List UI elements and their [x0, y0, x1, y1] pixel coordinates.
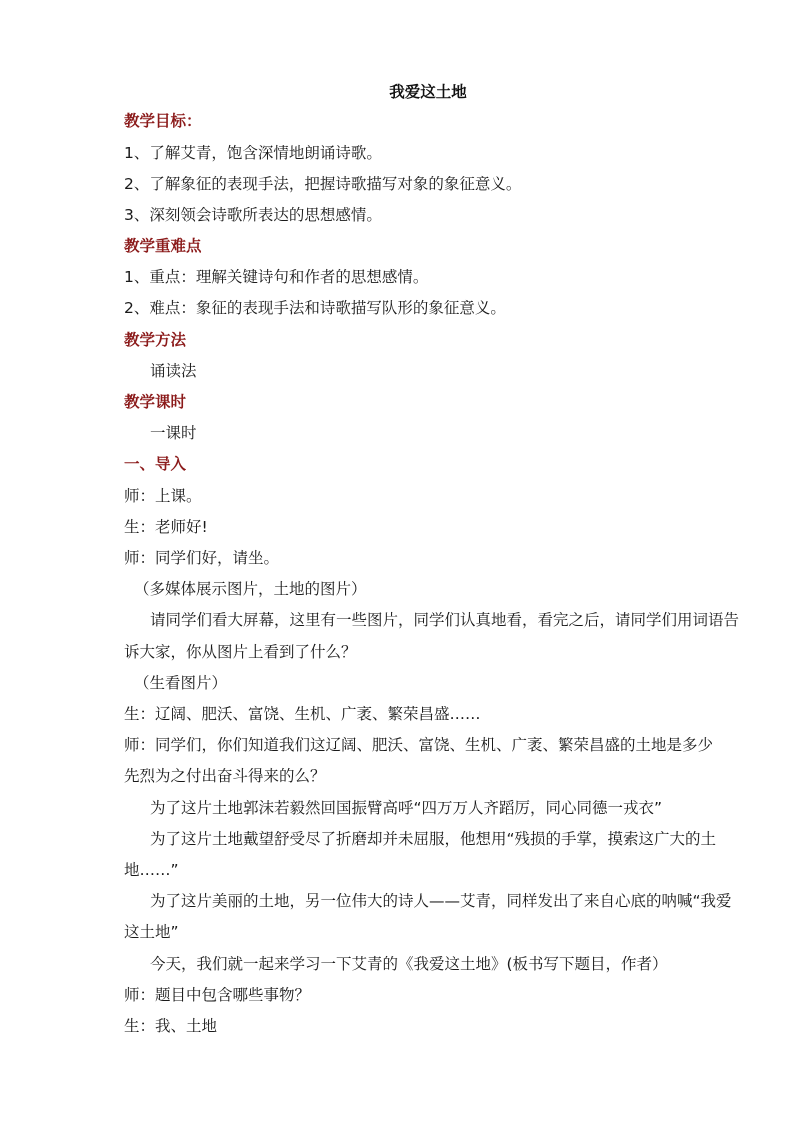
goal-item: 2、了解象征的表现手法，把握诗歌描写对象的象征意义。 [124, 175, 522, 193]
keypoint-item: 1、重点：理解关键诗句和作者的思想感情。 [124, 268, 429, 286]
paragraph-line: 地……” [124, 861, 179, 879]
keypoint-item: 2、难点：象征的表现手法和诗歌描写队形的象征意义。 [124, 299, 506, 317]
paragraph-line: 为了这片土地郭沫若毅然回国振臂高呼“四万万人齐蹈厉，同心同德一戎衣” [150, 799, 663, 817]
method-heading: 教学方法 [124, 331, 187, 349]
method-value: 诵读法 [150, 362, 197, 380]
dialogue-line: 师：同学们好，请坐。 [124, 549, 280, 567]
intro-heading: 一、导入 [124, 455, 187, 473]
paragraph-line: 为了这片美丽的土地，另一位伟大的诗人——艾青，同样发出了来自心底的呐喊“我爱 [150, 892, 732, 910]
dialogue-line: 师：同学们，你们知道我们这辽阔、肥沃、富饶、生机、广袤、繁荣昌盛的土地是多少 [124, 736, 714, 754]
dialogue-line: 生：我、土地 [124, 1017, 218, 1035]
paragraph-line: 今天，我们就一起来学习一下艾青的《我爱这土地》(板书写下题目，作者） [150, 955, 668, 973]
hours-value: 一课时 [150, 424, 197, 442]
document-title: 我爱这土地 [389, 83, 467, 101]
dialogue-line: 师：上课。 [124, 487, 202, 505]
stage-direction: （多媒体展示图片，土地的图片） [134, 580, 367, 598]
dialogue-line: 生：老师好! [124, 518, 208, 536]
dialogue-line: 生：辽阔、肥沃、富饶、生机、广袤、繁荣昌盛…… [124, 705, 481, 723]
paragraph-line: 先烈为之付出奋斗得来的么？ [124, 767, 326, 785]
goal-item: 1、了解艾青，饱含深情地朗诵诗歌。 [124, 144, 382, 162]
hours-heading: 教学课时 [124, 393, 187, 411]
keypoints-heading: 教学重难点 [124, 237, 202, 255]
dialogue-line: 师：题目中包含哪些事物？ [124, 986, 311, 1004]
paragraph-line: 请同学们看大屏幕，这里有一些图片，同学们认真地看，看完之后，请同学们用词语告 [150, 611, 740, 629]
paragraph-line: 诉大家，你从图片上看到了什么？ [124, 643, 357, 661]
stage-direction: （生看图片） [134, 674, 228, 692]
goals-heading: 教学目标： [124, 112, 202, 130]
paragraph-line: 为了这片土地戴望舒受尽了折磨却并未屈服，他想用“残损的手掌，摸索这广大的土 [150, 830, 717, 848]
goal-item: 3、深刻领会诗歌所表达的思想感情。 [124, 206, 382, 224]
paragraph-line: 这土地” [124, 923, 179, 941]
